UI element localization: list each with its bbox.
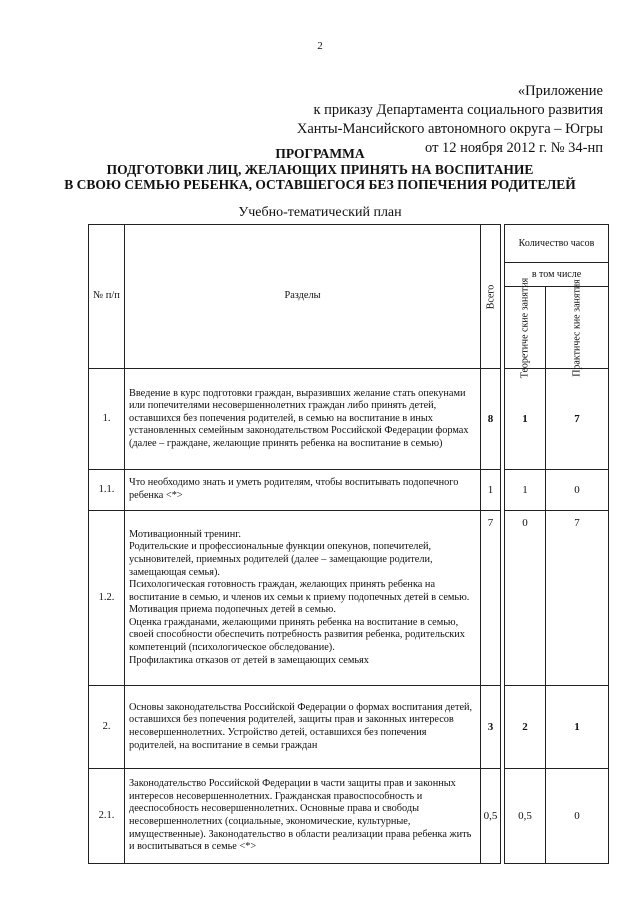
row-section: Введение в курс подготовки граждан, выразивших желание стать опекунами или попечителями несовершеннолетних граждан либо принять детей, оставшихся без попечения родителей, в семью на воспитание в иных установленных семейным законодательством Российской Федерации формах (далее – граждане, желающие принять ребенка на воспитание в семью) <box>125 369 481 470</box>
row-practice: 7 <box>546 369 609 470</box>
section-line: Профилактика отказов от детей в замещающих семьях <box>129 654 369 666</box>
row-total: 8 <box>481 369 501 470</box>
plan-subtitle: Учебно-тематический план <box>238 205 402 220</box>
appendix-line-2: к приказу Департамента социального развития <box>313 102 603 118</box>
row-theory: 2 <box>505 686 546 769</box>
row-total: 0,5 <box>481 769 501 864</box>
table-row <box>89 769 609 864</box>
row-theory: 0 <box>505 511 546 686</box>
row-total: 1 <box>481 470 501 511</box>
header-total-label: Всего <box>485 284 496 309</box>
document-title <box>0 146 640 193</box>
row-total: 3 <box>481 686 501 769</box>
header-total <box>481 225 501 369</box>
section-line: Мотивационный тренинг. <box>129 528 241 540</box>
section-line: Психологическая готовность граждан, желающих принять ребенка на воспитание в семью, и членов их семьи к приему подопечных детей в семью. Мотивация приема подопечных детей в семью. <box>129 579 470 616</box>
header-theory <box>505 277 546 378</box>
row-num: 1.2. <box>89 511 125 686</box>
row-practice: 1 <box>546 686 609 769</box>
row-section: Основы законодательства Российской Федерации о формах воспитания детей, оставшихся без попечения родителей, защиты прав и законных интересов несовершеннолетних. Устройство детей, оставшихся без попечения родителей, на воспитание в семьи граждан <box>125 686 481 769</box>
header-num: № п/п <box>89 225 125 369</box>
row-theory: 0,5 <box>505 769 546 864</box>
page-number: 2 <box>317 40 323 52</box>
row-num: 2. <box>89 686 125 769</box>
title-line-3: В СВОЮ СЕМЬЮ РЕБЕНКА, ОСТАВШЕГОСЯ БЕЗ ПОПЕЧЕНИЯ РОДИТЕЛЕЙ <box>64 177 576 192</box>
header-practice <box>546 278 609 377</box>
header-including: в том числе <box>505 263 609 287</box>
header-section: Разделы <box>125 225 481 369</box>
appendix-line-4: от 12 ноября 2012 г. № 34-нп <box>425 140 603 156</box>
row-total: 7 <box>481 511 501 686</box>
appendix-line-3: Ханты-Мансийского автономного округа – Югры <box>296 121 603 137</box>
title-line-1: ПРОГРАММА <box>275 146 365 161</box>
header-theory-label: Теоретиче ские занятия <box>519 277 531 378</box>
table-row <box>89 686 609 769</box>
table-row <box>89 470 609 511</box>
row-practice: 7 <box>546 511 609 686</box>
row-num: 2.1. <box>89 769 125 864</box>
title-line-2: ПОДГОТОВКИ ЛИЦ, ЖЕЛАЮЩИХ ПРИНЯТЬ НА ВОСПИТАНИЕ <box>106 161 534 177</box>
appendix-line-1: «Приложение <box>517 83 603 99</box>
section-line: Оценка гражданами, желающими принять ребенка на воспитание в семью, своей способности обеспечить потребность развития ребенка, родительских компетенций (психологическое обследование). <box>129 616 465 654</box>
table-header-row <box>89 225 609 263</box>
table-row <box>89 369 609 470</box>
header-hours: Количество часов <box>505 225 609 263</box>
row-section: Что необходимо знать и уметь родителям, чтобы воспитывать подопечного ребенка <*> <box>125 470 481 511</box>
row-section <box>125 511 481 686</box>
section-line: Родительские и профессиональные функции опекунов, попечителей, усыновителей, приемных родителей (далее – замещающие родители, замещающая семья). <box>129 541 433 578</box>
header-practice-label: Практичес кие занятия <box>571 278 583 377</box>
row-theory: 1 <box>505 470 546 511</box>
row-num: 1.1. <box>89 470 125 511</box>
row-theory: 1 <box>505 369 546 470</box>
row-practice: 0 <box>546 470 609 511</box>
row-practice: 0 <box>546 769 609 864</box>
row-num: 1. <box>89 369 125 470</box>
row-section: Законодательство Российской Федерации в части защиты прав и законных интересов несовершеннолетних. Гражданская правоспособность и дееспособность несовершеннолетних. Основные права и свободы несовершеннолетних (социальные, экономические, культурные, имущественные). Законодательство в области реализации права ребенка жить и воспитываться в семье <*> <box>125 769 481 864</box>
table-row <box>89 511 609 686</box>
curriculum-table <box>88 224 609 864</box>
